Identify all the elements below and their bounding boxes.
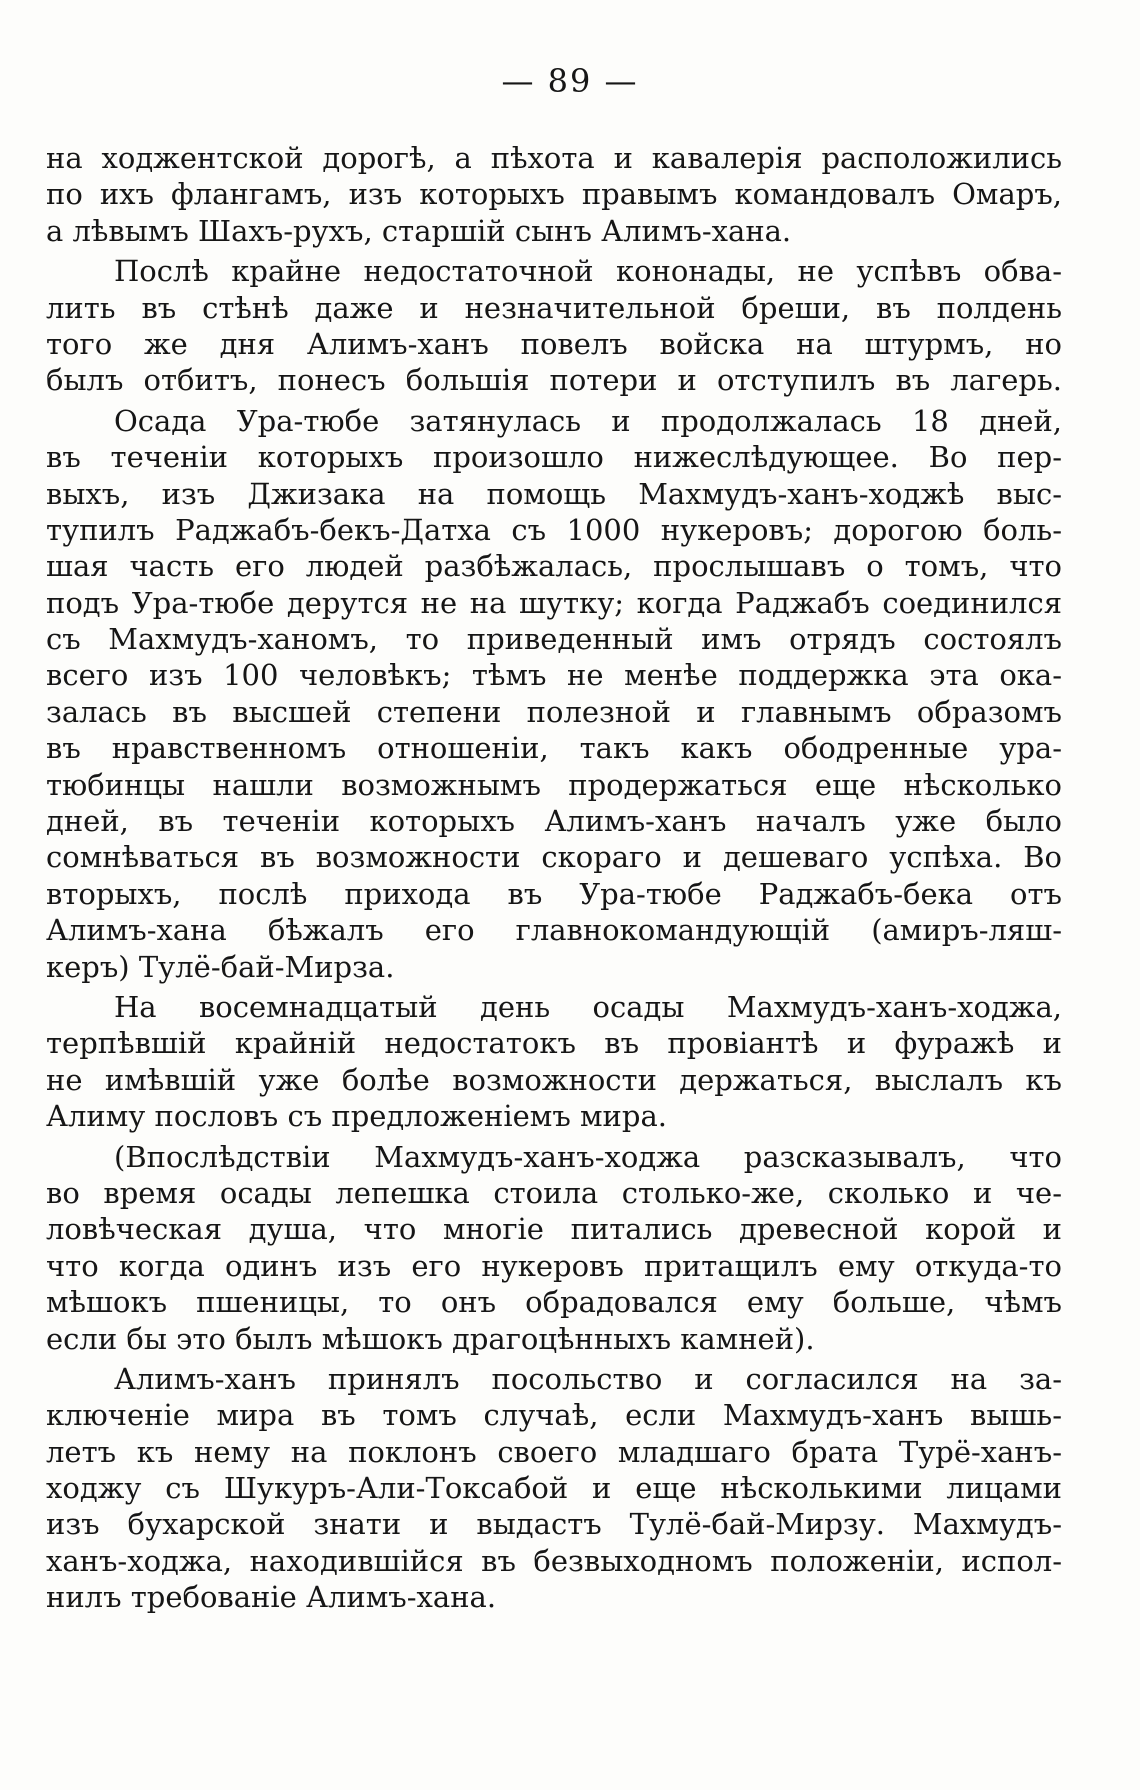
text-line: мѣшокъ пшеницы, то онъ обрадовался ему больше, чѣмъ [46, 1285, 1062, 1320]
text-line: сомнѣваться въ возможности скораго и дешеваго успѣха. Во [46, 840, 1062, 875]
text-line: (Впослѣдствіи Махмудъ-ханъ-ходжа разсказывалъ, что [114, 1139, 1062, 1174]
text-line: дней, въ теченіи которыхъ Алимъ-ханъ началъ уже было [46, 804, 1062, 839]
paragraph-1 [46, 140, 1062, 249]
paragraph-6 [46, 1361, 1062, 1616]
paragraph-5 [46, 1139, 1062, 1357]
text-line: что когда одинъ изъ его нукеровъ притащилъ ему откуда-то [46, 1248, 1062, 1283]
text-line: подъ Ура-тюбе дерутся не на шутку; когда Раджабъ соединился [46, 585, 1062, 620]
text-line: на ходжентской дорогѣ, а пѣхота и кавалерія расположились [46, 141, 1062, 175]
text-line: во время осады лепешка стоила столько-же, сколько и че- [46, 1175, 1062, 1210]
page-number: — 89 — [501, 62, 639, 100]
text-line: тупилъ Раджабъ-бекъ-Датха съ 1000 нукеровъ; дорогою боль- [46, 512, 1062, 547]
text-line: въ теченіи которыхъ произошло нижеслѣдующее. Во пер- [46, 440, 1062, 475]
text-line: нилъ требованіе Алимъ-хана. [46, 1580, 497, 1615]
text-line: летъ къ нему на поклонъ своего младшаго брата Турё-ханъ- [46, 1434, 1062, 1469]
text-line: всего изъ 100 человѣкъ; тѣмъ не менѣе поддержка эта ока- [46, 658, 1062, 693]
text-line: керъ) Тулё-бай-Мирза. [46, 949, 395, 984]
text-line: лить въ стѣнѣ даже и незначительной бреши, въ полдень [46, 290, 1062, 325]
text-line: если бы это былъ мѣшокъ драгоцѣнныхъ камней). [46, 1321, 815, 1356]
text-line: былъ отбитъ, понесъ большія потери и отступилъ въ лагерь. [46, 363, 1062, 398]
text-line: изъ бухарской знати и выдастъ Тулё-бай-Мирзу. Махмудъ- [46, 1507, 1062, 1542]
text-line: съ Махмудъ-ханомъ, то приведенный имъ отрядъ состоялъ [46, 622, 1062, 657]
paragraph-3 [46, 403, 1062, 985]
text-line: Алимъ-хана бѣжалъ его главнокомандующій (амиръ-ляш- [46, 913, 1062, 948]
text-line: ходжу съ Шукуръ-Али-Токсабой и еще нѣсколькими лицами [46, 1471, 1062, 1506]
text-line: ключеніе мира въ томъ случаѣ, если Махмудъ-ханъ вышь- [46, 1398, 1062, 1433]
text-line: выхъ, изъ Джизака на помощь Махмудъ-ханъ-ходжѣ выс- [46, 476, 1062, 511]
text-line: ловѣческая душа, что многіе питались древесной корой и [46, 1212, 1062, 1247]
text-line: не имѣвшій уже болѣе возможности держаться, выслалъ къ [46, 1062, 1062, 1097]
text-line: Алиму пословъ съ предложеніемъ мира. [46, 1099, 667, 1134]
paragraph-4 [46, 989, 1062, 1135]
text-line: ханъ-ходжа, находившійся въ безвыходномъ положеніи, испол- [46, 1543, 1062, 1578]
body-text [46, 140, 1062, 1616]
text-line: въ нравственномъ отношеніи, такъ какъ ободренные ура- [46, 731, 1062, 766]
text-line: Послѣ крайне недостаточной кононады, не успѣвъ обва- [114, 254, 1062, 289]
text-line: Осада Ура-тюбе затянулась и продолжалась 18 дней, [114, 403, 1062, 438]
text-line: вторыхъ, послѣ прихода въ Ура-тюбе Раджабъ-бека отъ [46, 876, 1062, 911]
text-line: терпѣвшій крайній недостатокъ въ провіантѣ и фуражѣ и [46, 1026, 1062, 1061]
text-line: На восемнадцатый день осады Махмудъ-ханъ-ходжа, [114, 989, 1062, 1024]
text-line: Алимъ-ханъ принялъ посольство и согласился на за- [114, 1361, 1062, 1396]
text-line: залась въ высшей степени полезной и главнымъ образомъ [46, 694, 1062, 729]
text-line: того же дня Алимъ-ханъ повелъ войска на штурмъ, но [46, 326, 1062, 361]
text-line: шая часть его людей разбѣжалась, прослышавъ о томъ, что [46, 549, 1062, 584]
text-line: а лѣвымъ Шахъ-рухъ, старшій сынъ Алимъ-хана. [46, 213, 792, 248]
text-line: по ихъ флангамъ, изъ которыхъ правымъ командовалъ Омаръ, [46, 177, 1062, 212]
text-line: тюбинцы нашли возможнымъ продержаться еще нѣсколько [46, 767, 1062, 802]
paragraph-2 [46, 253, 1062, 399]
